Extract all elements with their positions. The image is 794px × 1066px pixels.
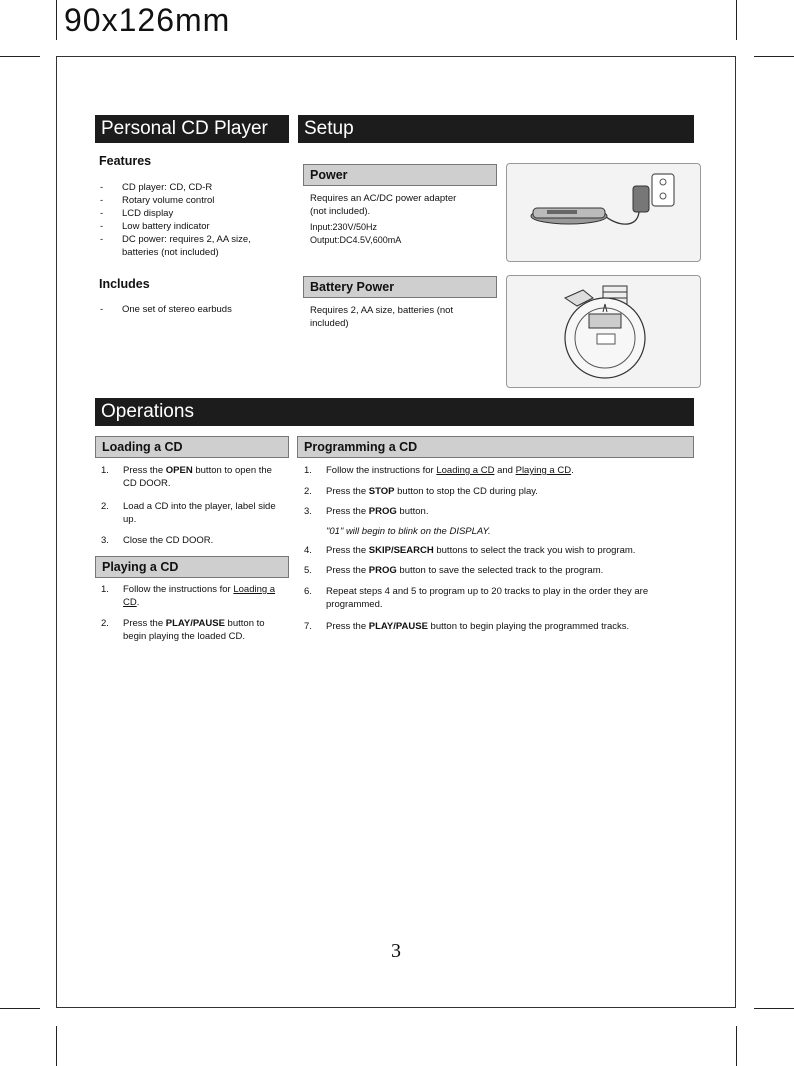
list-item: - LCD display xyxy=(98,207,288,220)
features-list xyxy=(98,181,288,259)
list-item: - CD player: CD, CD-R xyxy=(98,181,288,194)
list-item: - Low battery indicator xyxy=(98,220,288,233)
programming-step-2: 2. Press the STOP button to stop the CD during play. xyxy=(304,486,538,497)
includes-heading: Includes xyxy=(99,277,150,291)
features-heading: Features xyxy=(99,154,152,168)
loading-step-2: 2. Load a CD into the player, label side up. xyxy=(101,501,276,525)
programming-step-4: 4. Press the SKIP/SEARCH buttons to select the track you wish to program. xyxy=(304,545,636,556)
programming-step-5: 5. Press the PROG button to save the selected track to the program. xyxy=(304,565,604,576)
power-input: Input:230V/50Hz xyxy=(310,222,378,232)
programming-cd-heading: Programming a CD xyxy=(297,436,694,458)
power-text-1: Requires an AC/DC power adapter xyxy=(310,193,457,204)
size-label: 90x126mm xyxy=(64,2,231,38)
programming-step-6: 6. Repeat steps 4 and 5 to program up to 20 tracks to play in the order they are programmed. xyxy=(304,586,649,610)
crop-mark xyxy=(736,1026,737,1066)
personal-cd-player-title: Personal CD Player xyxy=(95,115,289,143)
power-output: Output:DC4.5V,600mA xyxy=(310,235,402,245)
playing-cd-link[interactable]: Playing a CD xyxy=(515,465,572,476)
playing-cd-heading: Playing a CD xyxy=(95,556,289,578)
crop-mark xyxy=(0,1008,40,1009)
power-heading: Power xyxy=(303,164,497,186)
crop-mark xyxy=(56,1026,57,1066)
operations-title: Operations xyxy=(95,398,694,426)
loading-step-3: 3. Close the CD DOOR. xyxy=(101,535,214,546)
battery-text-1: Requires 2, AA size, batteries (not xyxy=(310,305,454,316)
loading-cd-heading: Loading a CD xyxy=(95,436,289,458)
blink-note: "01" will begin to blink on the DISPLAY. xyxy=(326,526,491,537)
power-text-2: (not included). xyxy=(310,206,371,217)
list-item: - One set of stereo earbuds xyxy=(98,303,288,316)
battery-compartment-illustration xyxy=(506,275,701,388)
crop-mark xyxy=(736,0,737,40)
playing-step-2: 2. Press the PLAY/PAUSE button to begin playing the loaded CD. xyxy=(101,618,265,642)
crop-mark xyxy=(754,56,794,57)
list-item: - DC power: requires 2, AA size, batteries (not included) xyxy=(98,233,288,259)
includes-list xyxy=(98,303,288,316)
power-adapter-illustration xyxy=(506,163,701,262)
power-adapter-icon xyxy=(507,164,700,261)
battery-compartment-icon xyxy=(507,276,700,387)
programming-step-1: 1. Follow the instructions for Loading a CD and Playing a CD. xyxy=(304,465,574,476)
programming-step-7: 7. Press the PLAY/PAUSE button to begin playing the programmed tracks. xyxy=(304,621,630,632)
battery-power-heading: Battery Power xyxy=(303,276,497,298)
loading-cd-link[interactable]: Loading a CD xyxy=(123,584,276,608)
crop-mark xyxy=(754,1008,794,1009)
page-number: 3 xyxy=(391,940,401,962)
loading-step-1: 1. Press the OPEN button to open the CD DOOR. xyxy=(101,465,272,489)
playing-step-1: 1. Follow the instructions for Loading a CD. xyxy=(101,584,276,608)
battery-text-2: included) xyxy=(310,318,349,329)
setup-title: Setup xyxy=(298,115,694,143)
crop-mark xyxy=(56,0,57,40)
programming-step-3: 3. Press the PROG button. xyxy=(304,506,429,517)
crop-mark xyxy=(0,56,40,57)
list-item: - Rotary volume control xyxy=(98,194,288,207)
loading-cd-link[interactable]: Loading a CD xyxy=(436,465,495,476)
